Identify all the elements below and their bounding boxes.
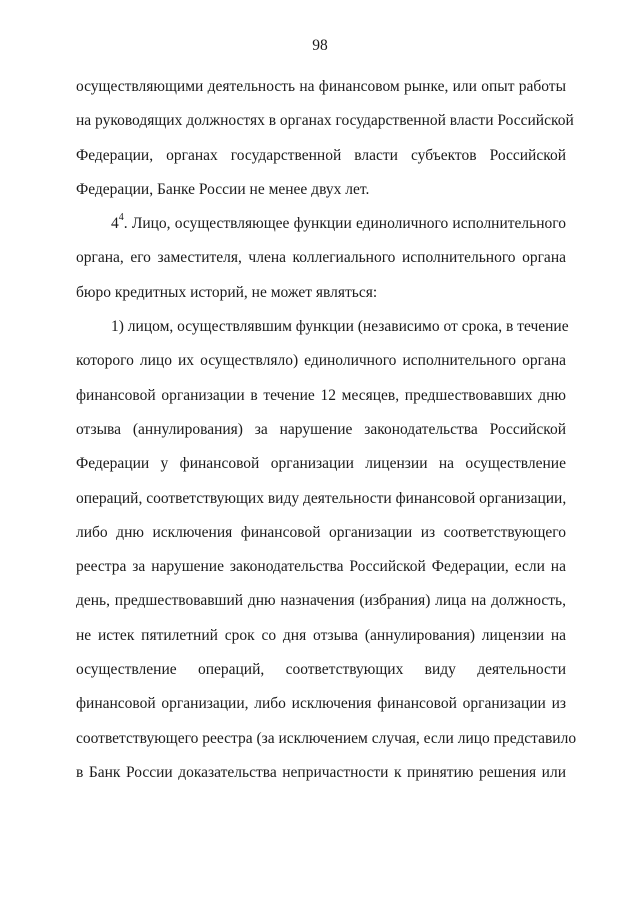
item-1-first-line: 1) лицом, осуществлявшим функции (независимо от срока, в течение — [111, 318, 569, 336]
text-line: отзыва (аннулирования) за нарушение законодательства Российской — [76, 420, 566, 438]
text-line: Федерации у финансовой организации лицензии на осуществление — [76, 455, 566, 473]
text-line: бюро кредитных историй, не может являться: — [76, 283, 378, 301]
text-line: не истек пятилетний срок со дня отзыва (аннулирования) лицензии на — [76, 626, 566, 644]
text-line: органа, его заместителя, члена коллегиального исполнительного органа — [76, 249, 566, 267]
body-text — [76, 70, 577, 790]
text-line: на руководящих должностях в органах государственной власти Российской — [76, 112, 574, 130]
text-line: в Банк России доказательства непричастности к принятию решения или — [76, 763, 566, 781]
text-line: осуществление операций, соответствующих виду деятельности — [76, 661, 566, 679]
paragraph-4-4-first-line — [76, 207, 566, 241]
clause-text: . Лицо, осуществляющее функции единоличного исполнительного — [123, 215, 566, 233]
text-line: финансовой организации, либо исключения финансовой организации из — [76, 695, 566, 713]
text-line: либо дню исключения финансовой организации из соответствующего — [76, 523, 566, 541]
text-line: которого лицо их осуществляло) единоличного исполнительного органа — [76, 352, 566, 370]
text-line: осуществляющими деятельность на финансовом рынке, или опыт работы — [76, 78, 566, 95]
clause-number: 4 — [111, 215, 119, 233]
text-line: день, предшествовавший дню назначения (избрания) лица на должность, — [76, 592, 566, 610]
text-line: Федерации, Банке России не менее двух лет. — [76, 180, 370, 198]
page-number: 98 — [312, 37, 328, 54]
text-line: реестра за нарушение законодательства Российской Федерации, если на — [76, 558, 566, 576]
clause-superscript: 4 — [118, 212, 124, 224]
text-line: финансовой организации в течение 12 месяцев, предшествовавших дню — [76, 386, 566, 404]
text-line: операций, соответствующих виду деятельности финансовой организации, — [76, 489, 567, 507]
text-line: Федерации, органах государственной власти субъектов Российской — [76, 146, 566, 164]
text-line: соответствующего реестра (за исключением случая, если лицо представило — [76, 729, 577, 747]
